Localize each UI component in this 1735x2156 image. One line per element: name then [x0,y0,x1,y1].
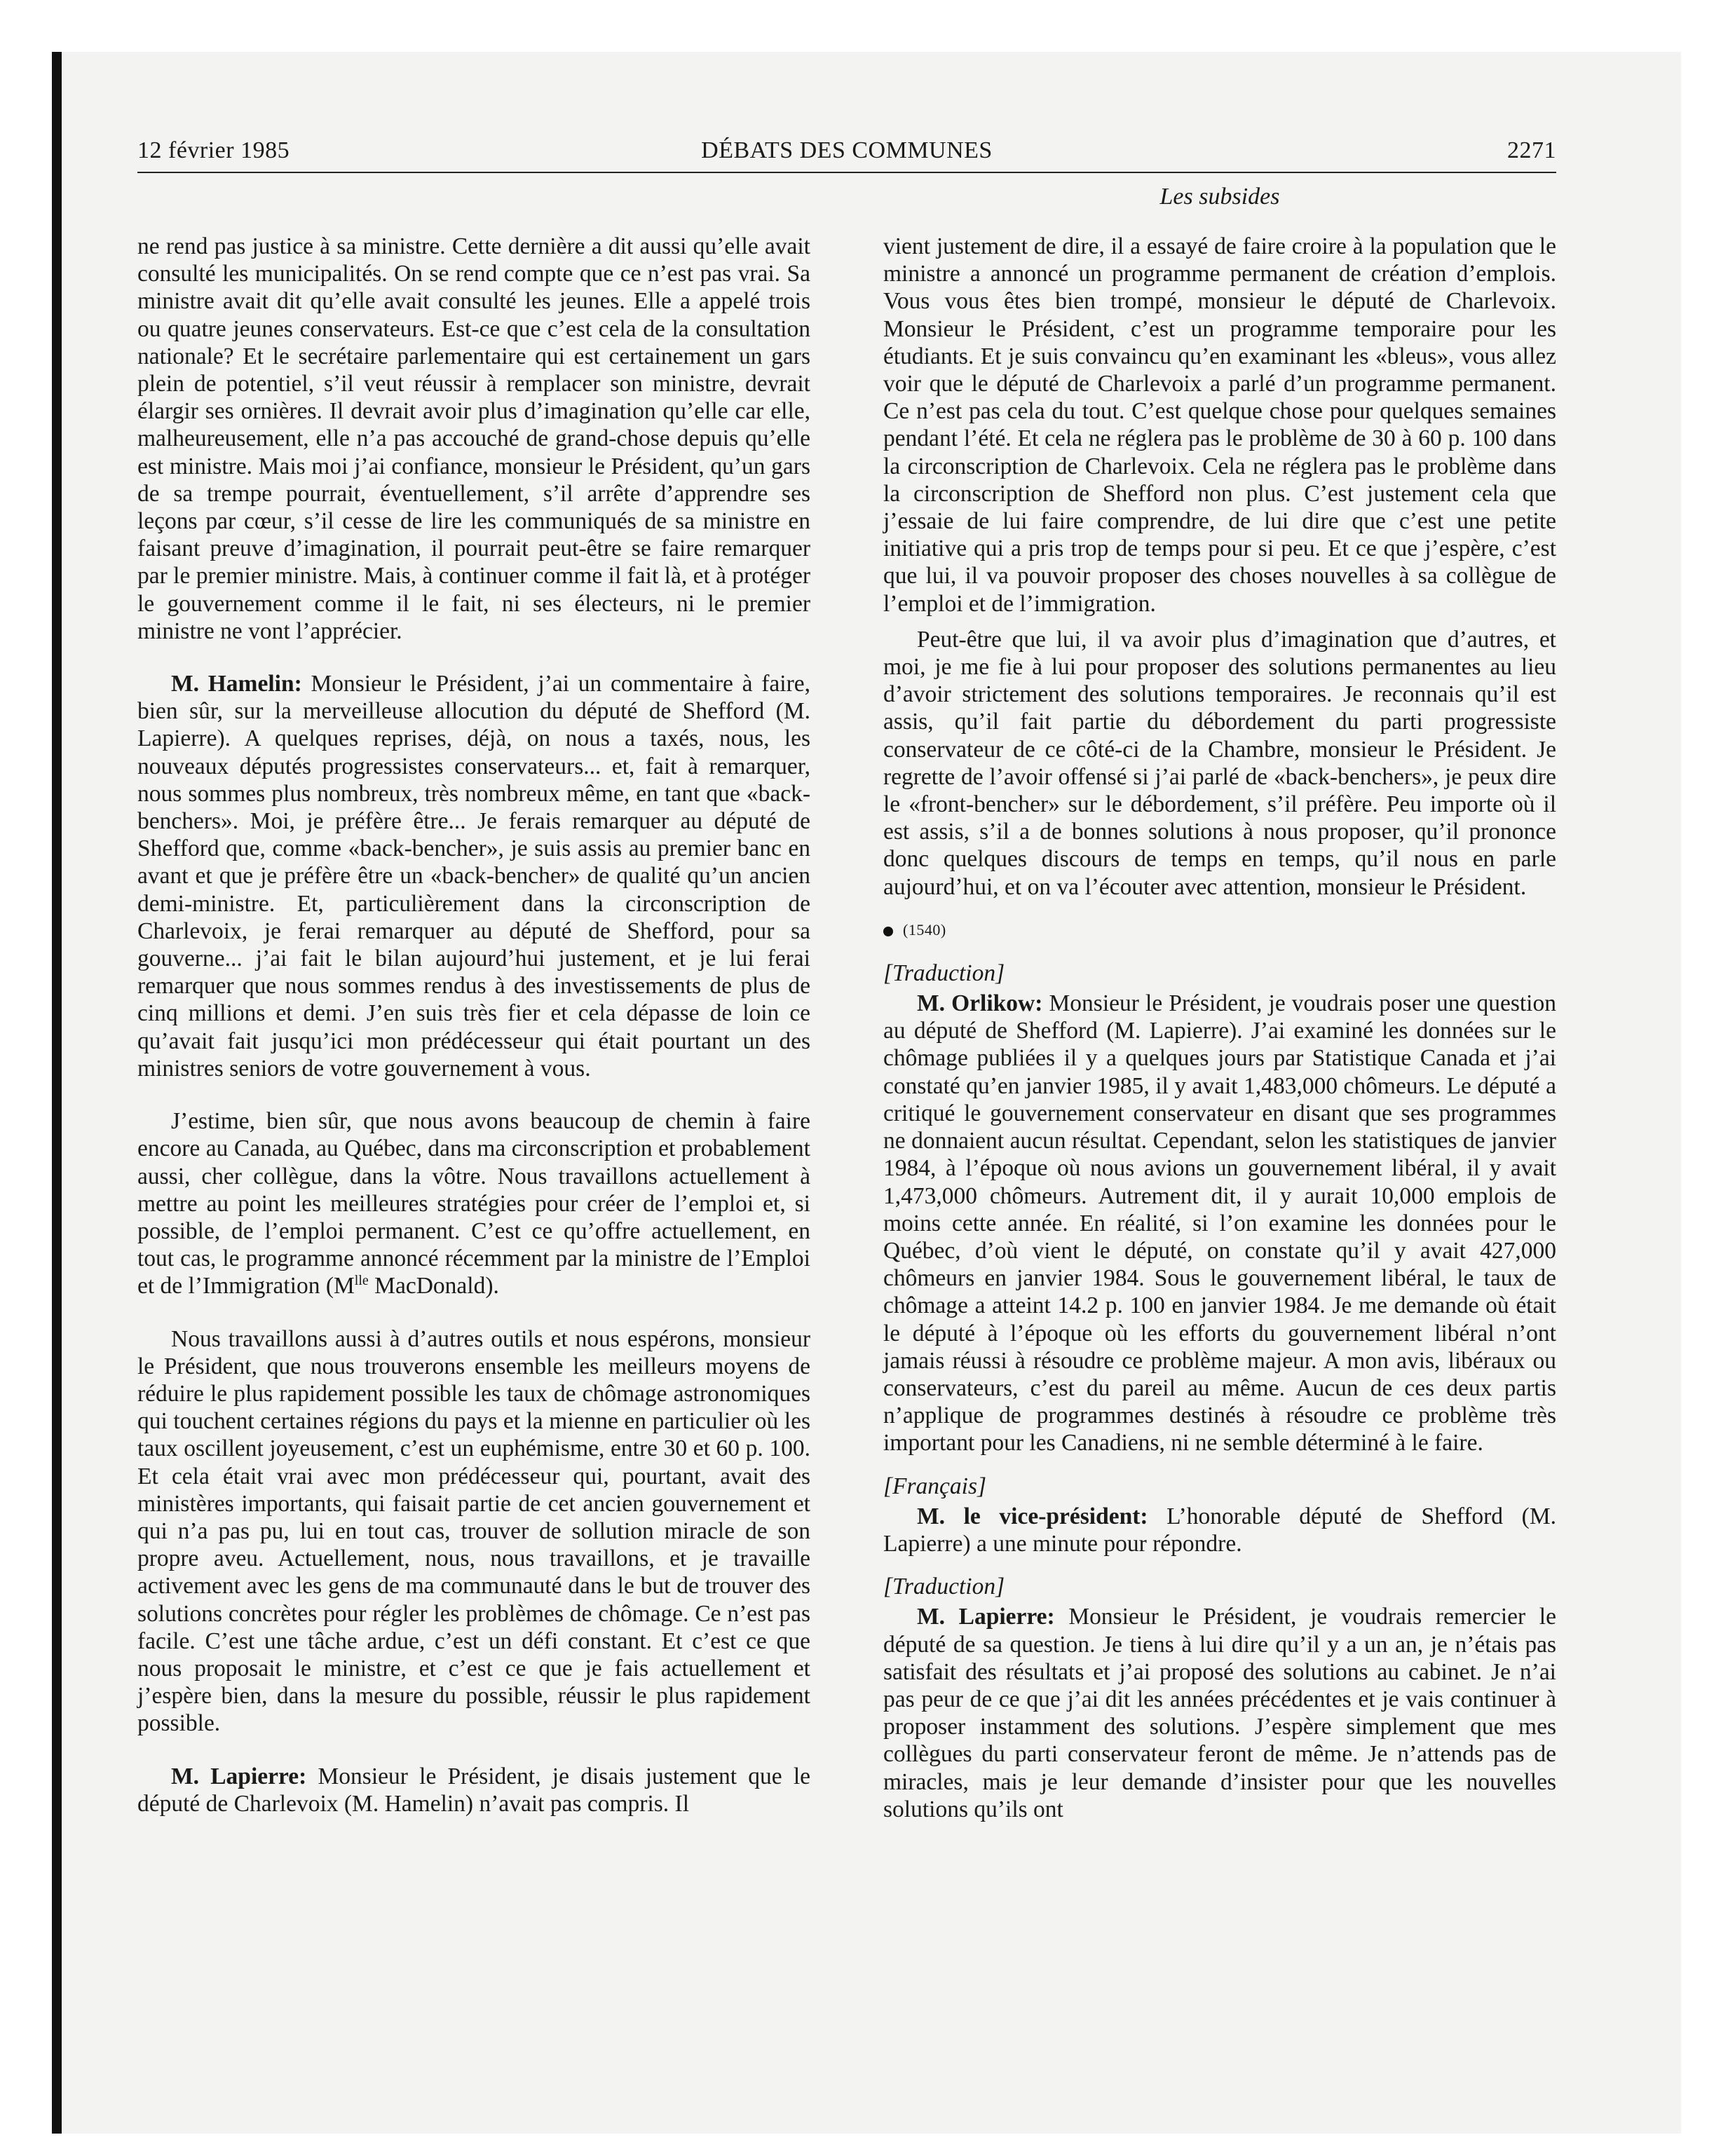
page-number: 2271 [1507,137,1556,163]
time-marker-text: (1540) [903,920,946,939]
header-rule [137,172,1556,173]
header-date: 12 février 1985 [137,137,290,163]
speaker-name: M. Orlikow: [917,990,1043,1017]
scan-edge [52,52,62,2134]
right-column [883,233,1556,1823]
paragraph: Nous travaillons aussi à d’autres outils et nous espérons, monsieur le Président, que nous trouverons ensemble les meilleurs moyens de réduire le plus rapidement possible les taux de chômage astronomiques qui touchent certaines régions du pays et la mienne en particulier où les taux oscillent joyeusement, c’est un euphémisme, entre 30 et 60 p. 100. Et cela était vrai avec mon prédécesseur qui, pourtant, avait des ministères importants, qui faisait partie de cet ancien gouvernement et qui n’a pas pu, lui en tout cas, trouver de sollution miracle de son propre aveu. Actuellement, nous, nous travaillons, et je travaille activement avec les gens de ma communauté dans le but de trouver des solutions concrètes pour régler les problèmes de chômage. Ce n’est pas facile. C’est une tâche ardue, c’est un défi constant. Et c’est ce que nous proposait le ministre, et c’est ce que je fais actuellement et j’espère bien, dans la mesure du possible, réussir le plus rapidement possible. [137,1325,810,1737]
speech-paragraph [883,1603,1556,1823]
left-column [137,233,810,1817]
speech-text: Monsieur le Président, j’ai un commentaire à faire, bien sûr, sur la merveilleuse allocution du député de Shefford (M. Lapierre). A quelques reprises, déjà, on nous a taxés, nous, les nouveaux députés progressistes conservateurs... et, fait à remarquer, nous sommes plus nombreux, très nombreux même, en tant que «back-benchers». Moi, je préfère être... Je ferais remarquer au député de Shefford que, comme «back-bencher», je suis assis au premier banc en avant et que je préfère être un «back-bencher» de qualité qu’un ancien demi-ministre. Et, particulièrement dans la circonscription de Charlevoix, je ferai remarquer au député de Shefford, pour sa gouverne... j’ai fait le bilan aujourd’hui justement, et je lui ferai remarquer que nous sommes rendus à des investissements de plus de cinq millions et demi. J’en suis très fier et cela dépasse de loin ce qu’avait fait jusqu’ici mon prédécesseur qui était pourtant un des ministres seniors de votre gouvernement à vous. [137,671,810,1082]
paragraph: vient justement de dire, il a essayé de faire croire à la population que le ministre a annoncé un programme permanent de création d’emplois. Vous vous êtes bien trompé, monsieur le député de Charlevoix. Monsieur le Président, c’est un programme temporaire pour les étudiants. Et je suis convaincu qu’en examinant les «bleus», vous allez voir que le député de Charlevoix a parlé d’un programme permanent. Ce n’est pas cela du tout. C’est quelque chose pour quelques semaines pendant l’été. Et cela ne réglera pas le problème de 30 à 60 p. 100 dans la circonscription de Charlevoix. Cela ne réglera pas le problème dans la circonscription de Shefford non plus. C’est justement cela que j’essaie de lui faire comprendre, de lui dire que c’est une petite initiative qui a pris trop de temps pour si peu. Et ce que j’espère, c’est que lui, il va pouvoir proposer des choses nouvelles à sa collègue de l’emploi et de l’immigration. [883,233,1556,617]
speech-text: Monsieur le Président, je voudrais remercier le député de sa question. Je tiens à lui dire qu’il y a un an, je n’étais pas satisfait des résultats et j’ai proposé des solutions au cabinet. Je n’ai pas peur de ce que j’ai dit les années précédentes et je vais continuer à proposer instamment des solutions. J’espère simplement que mes collègues du parti conservateur feront de même. Je n’attends pas de miracles, mais je leur demande d’insister pour que les nouvelles solutions qu’ils ont [883,1604,1556,1822]
language-note: [Français] [883,1473,987,1499]
speech-paragraph [883,990,1556,1456]
speech-text: L’honorable député de Shefford (M. Lapierre) a une minute pour répondre. [883,1503,1556,1557]
paragraph-text: J’estime, bien sûr, que nous avons beaucoup de chemin à faire encore au Canada, au Québec, dans ma circonscription et probablement aussi, cher collègue, dans la vôtre. Nous travaillons actuellement à mettre au point les meilleures stratégies pour créer de l’emploi et, si possible, de l’emploi permanent. C’est ce qu’offre actuellement, en tout cas, le programme annoncé récemment par la ministre de l’Emploi et de l’Immigration (M [137,1108,810,1299]
speaker-name: M. Lapierre: [171,1763,307,1789]
speech-paragraph [883,1503,1556,1557]
paragraph: ne rend pas justice à sa ministre. Cette dernière a dit aussi qu’elle avait consulté les municipalités. On se rend compte que ce n’est pas vrai. Sa ministre avait dit qu’elle avait consulté les jeunes. Elle a appelé trois ou quatre jeunes conservateurs. Est-ce que c’est cela de la consultation nationale? Et le secrétaire parlementaire qui est certainement un gars plein de potentiel, s’il veut réussir à remplacer son ministre, devrait élargir ses ornières. Il devrait avoir plus d’imagination qu’elle car elle, malheureusement, elle n’a pas accouché de grand-chose depuis qu’elle est ministre. Mais moi j’ai confiance, monsieur le Président, qu’un gars de sa trempe pourrait, éventuellement, s’il arrête d’apprendre ses leçons par cœur, s’il cesse de lire les communiqués de sa ministre en faisant preuve d’imagination, il pourrait peut-être se faire remarquer par le premier ministre. Mais, à continuer comme il fait là, et à protéger le gouvernement comme il le fait, ni ses électeurs, ni le premier ministre ne vont l’apprécier. [137,233,810,644]
speaker-name: M. Lapierre: [917,1604,1055,1630]
speech-paragraph [137,670,810,1082]
speaker-name: M. le vice-président: [917,1503,1148,1529]
speech-paragraph [137,1763,810,1817]
page-header [137,137,1556,175]
paragraph [137,1107,810,1299]
time-marker [883,916,1556,944]
header-title: DÉBATS DES COMMUNES [701,137,993,163]
section-title: Les subsides [1159,184,1280,210]
paragraph: Peut-être que lui, il va avoir plus d’imagination que d’autres, et moi, je me fie à lui pour proposer des solutions permanentes au lieu d’avoir strictement des solutions temporaires. Je reconnais qu’il est assis, qu’il fait partie du débordement du parti progressiste conservateur de ce côté-ci de la Chambre, monsieur le Président. Je regrette de l’avoir offensé si j’ai parlé de «back-benchers», je peux dire le «front-bencher» sur le débordement, s’il préfère. Peu importe où il est assis, s’il a de bonnes solutions à nous proposer, qu’il prononce donc quelques discours de temps en temps, qu’il nous en parle aujourd’hui, et on va l’écouter avec attention, monsieur le Président. [883,626,1556,900]
speaker-name: M. Hamelin: [171,671,302,697]
speech-text: Monsieur le Président, je disais justement que le député de Charlevoix (M. Hamelin) n’avait pas compris. Il [137,1763,810,1817]
superscript: lle [354,1273,369,1289]
bullet-dot-icon [883,927,893,936]
paragraph-text: MacDonald). [368,1273,499,1299]
language-note: [Traduction] [883,1574,1005,1600]
language-note: [Traduction] [883,960,1005,986]
speech-text: Monsieur le Président, je voudrais poser une question au député de Shefford (M. Lapierre). J’ai examiné les données sur le chômage publiées il y a quelques jours par Statistique Canada et j’ai constaté qu’en janvier 1985, il y avait 1,483,000 chômeurs. Le député a critiqué le gouvernement conservateur en disant que ses programmes ne donnaient aucun résultat. Cependant, selon les statistiques de janvier 1984, à l’époque où nous avions un gouvernement libéral, il y avait 1,473,000 chômeurs. Autrement dit, il y aurait 10,000 emplois de moins cette année. En réalité, si l’on examine les données pour le Québec, d’où vient le député, on constate qu’il y avait 427,000 chômeurs en janvier 1984. Sous le gouvernement libéral, le taux de chômage a atteint 14.2 p. 100 en janvier 1984. Je me demande où était le député à l’époque où les efforts du gouvernement libéral n’ont jamais réussi à résoudre ce problème majeur. A mon avis, libéraux ou conservateurs, c’est du pareil au même. Aucun de ces deux partis n’applique de programmes destinés à résoudre ce problème très important pour les Canadiens, ni ne semble déterminé à le faire. [883,990,1556,1456]
